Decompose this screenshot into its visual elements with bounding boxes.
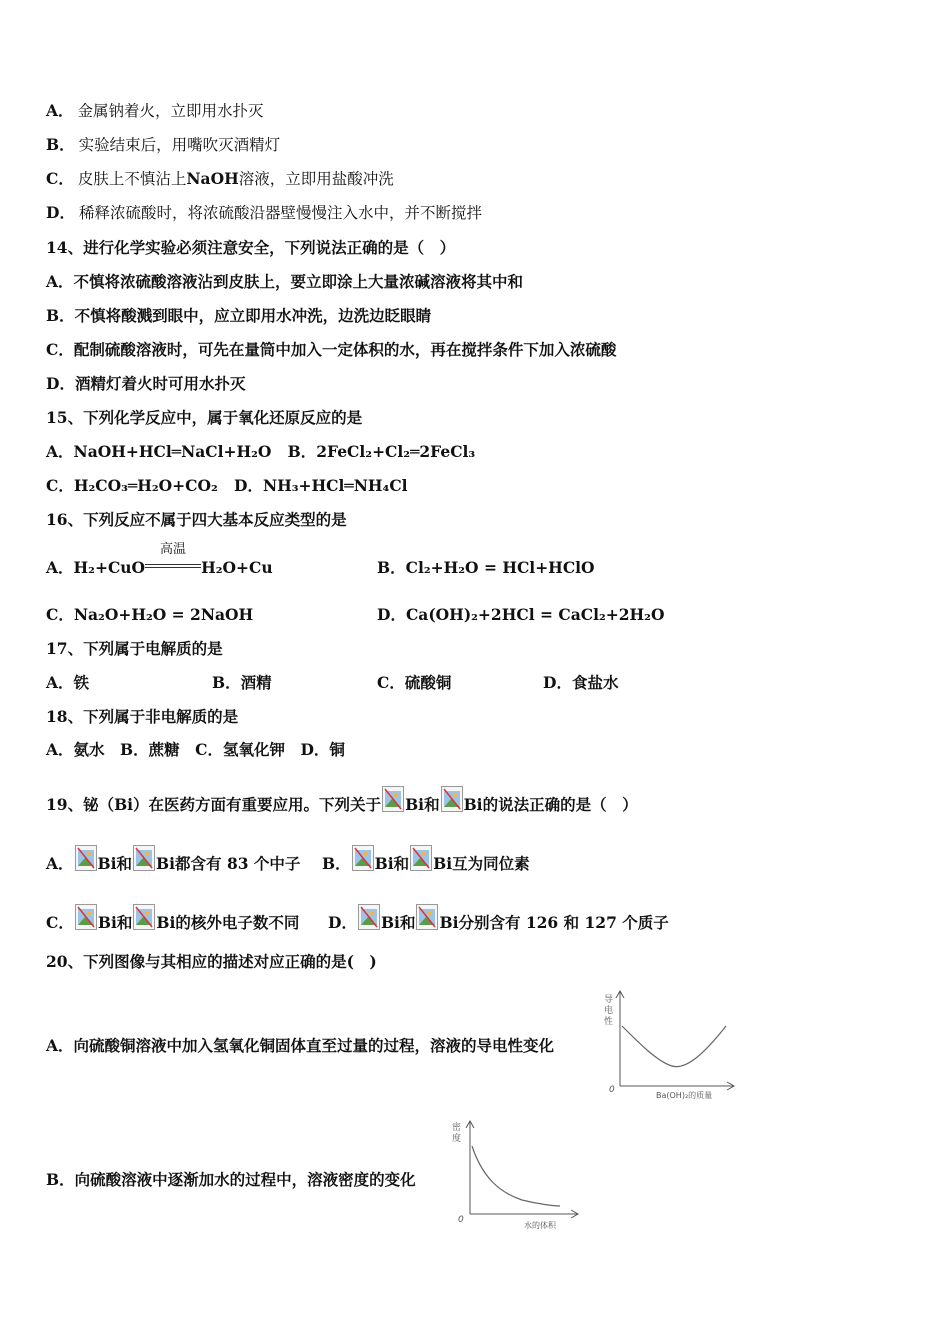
broken-image-icon [75,845,97,871]
q16-stem: 16、下列反应不属于四大基本反应类型的是 [46,510,347,529]
broken-image-icon [352,845,374,871]
q17-option-a: A．铁 [46,673,90,692]
q14-option-c: C．配制硫酸溶液时，可先在量筒中加入一定体积的水，再在搅拌条件下加入浓硫酸 [46,340,617,359]
broken-image-icon [416,904,438,930]
formula-q15c: H₂CO₃═H₂O+CO₂ [73,476,218,495]
broken-image-icon [358,904,380,930]
broken-image-icon [441,786,463,812]
y-label-1: 导 [604,995,614,1005]
y-label-1: 密 [452,1123,462,1133]
q19-option-a: A． Bi和 Bi都含有 83 个中子 [46,845,300,874]
q14-option-b: B．不慎将酸溅到眼中，应立即用水冲洗，边洗边眨眼睛 [46,306,432,325]
broken-image-icon [133,845,155,871]
q14-option-d: D．酒精灯着火时可用水扑灭 [46,374,246,393]
y-label-2: 电 [604,1006,614,1016]
formula-q15b: 2FeCl₂+Cl₂═2FeCl₃ [316,442,476,461]
q20-option-b: B．向硫酸溶液中逐渐加水的过程中，溶液密度的变化 [46,1170,416,1189]
q13-option-b: B． 实验结束后，用嘴吹灭酒精灯 [46,135,281,154]
formula-q15a: NaOH+HCl═NaCl+H₂O [73,442,272,461]
broken-image-icon [382,786,404,812]
origin-label: 0 [609,1085,615,1095]
formula-q15d: NH₃+HCl═NH₄Cl [262,476,408,495]
q19-option-c: C． Bi和 Bi的核外电子数不同 [46,904,299,933]
q16-option-a: A．H₂+CuO 高温 H₂O+Cu [46,542,273,577]
q16-option-c: C．Na₂O+H₂O = 2NaOH [46,605,254,624]
q17-option-d: D．食盐水 [543,673,619,692]
q13-option-d: D． 稀释浓硫酸时，将浓硫酸沿器壁慢慢注入水中，并不断搅拌 [46,203,482,222]
broken-image-icon [133,904,155,930]
broken-image-icon [75,904,97,930]
density-graph [446,1116,586,1234]
q15-options-ab: A．NaOH+HCl═NaCl+H₂O B．2FeCl₂+Cl₂═2FeCl₃ [46,442,476,461]
q17-stem: 17、下列属于电解质的是 [46,639,223,658]
broken-image-icon [410,845,432,871]
reaction-condition: 高温 [145,558,201,578]
q16-option-b: B．Cl₂+H₂O = HCl+HClO [377,558,595,577]
x-label: 水的体积 [524,1221,556,1230]
x-label: Ba(OH)₂的质量 [656,1091,713,1100]
q13-option-a: A． 金属钠着火，立即用水扑灭 [46,101,264,120]
q16-option-d: D．Ca(OH)₂+2HCl = CaCl₂+2H₂O [377,605,665,624]
q13-option-c: C． 皮肤上不慎沾上NaOH溶液，立即用盐酸冲洗 [46,169,394,188]
q15-stem: 15、下列化学反应中，属于氧化还原反应的是 [46,408,363,427]
q17-option-b: B．酒精 [212,673,272,692]
conductivity-curve [622,1026,726,1067]
q17-option-c: C．硫酸铜 [377,673,452,692]
conductivity-graph [600,988,740,1104]
density-curve [472,1146,560,1206]
q19-stem: 19、铋（Bi）在医药方面有重要应用。下列关于 Bi和 Bi的说法正确的是（ ） [46,786,638,815]
q20-stem: 20、下列图像与其相应的描述对应正确的是( ) [46,952,377,971]
q18-options: A．氨水 B．蔗糖 C．氢氧化钾 D．铜 [46,740,345,759]
origin-label: 0 [458,1215,464,1225]
y-label-3: 性 [604,1017,614,1027]
y-label-2: 度 [452,1134,462,1144]
q18-stem: 18、下列属于非电解质的是 [46,707,239,726]
q14-option-a: A．不慎将浓硫酸溶液沾到皮肤上，要立即涂上大量浓碱溶液将其中和 [46,272,524,291]
q20-option-a: A．向硫酸铜溶液中加入氢氧化铜固体直至过量的过程，溶液的导电性变化 [46,1036,555,1055]
q15-options-cd: C．H₂CO₃═H₂O+CO₂ D．NH₃+HCl═NH₄Cl [46,476,408,495]
q14-stem: 14、进行化学实验必须注意安全，下列说法正确的是（ ） [46,238,456,257]
q19-option-d: D． Bi和 Bi分别含有 126 和 127 个质子 [328,904,669,933]
q19-option-b: B． Bi和 Bi互为同位素 [322,845,530,874]
